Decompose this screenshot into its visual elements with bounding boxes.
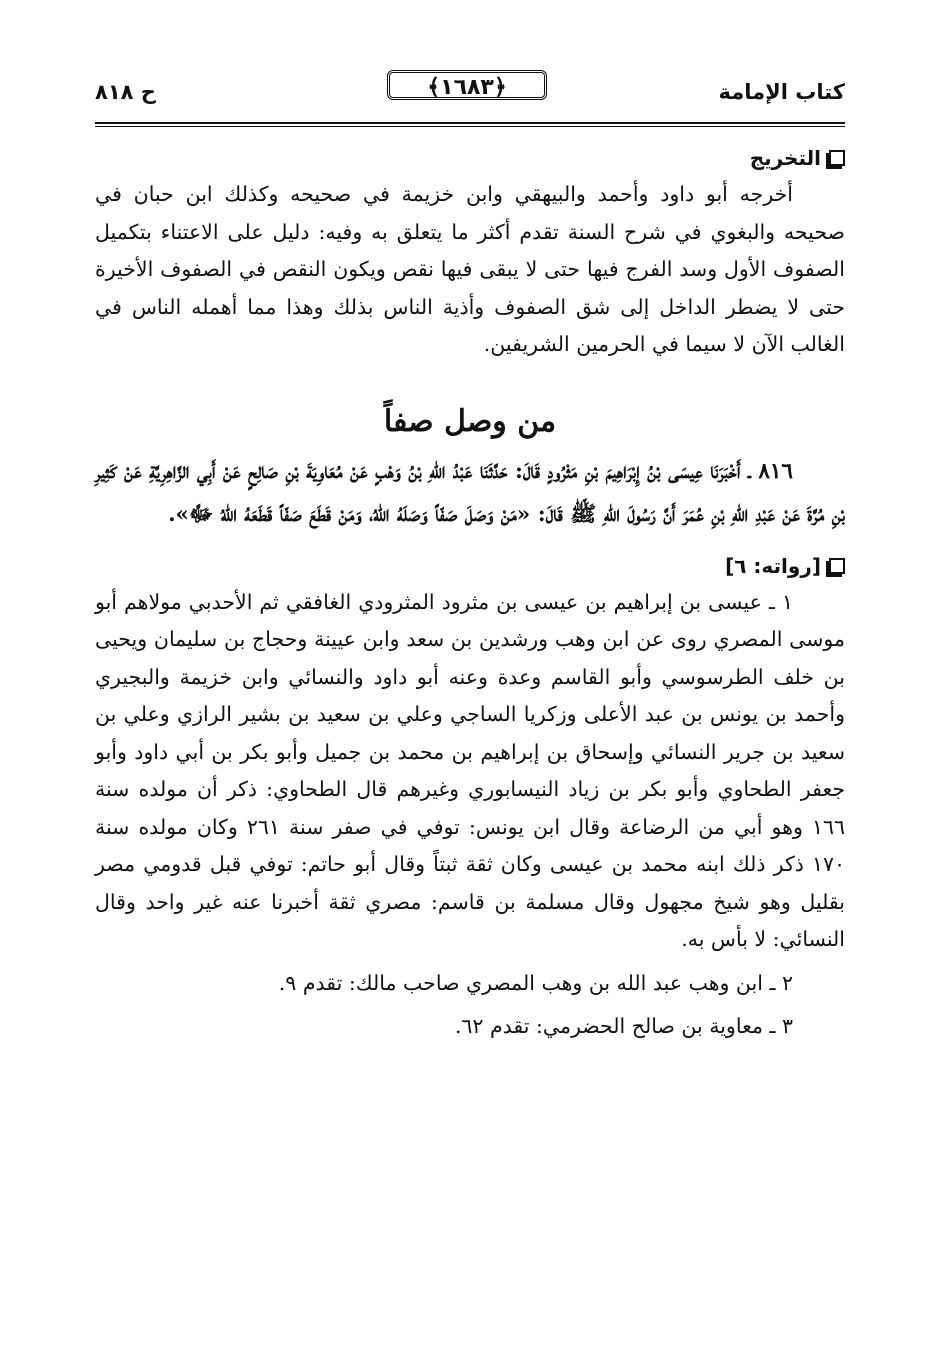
header-divider [95, 122, 845, 127]
square-bullet-icon [829, 558, 845, 574]
rawah-heading [95, 554, 845, 578]
takhrij-text: أخرجه أبو داود وأحمد والبيهقي وابن خزيمة في صحيحه وكذلك ابن حبان في صحيحه والبغوي في شرح السنة تقدم أكثر ما يتعلق به وفيه: دليل على الاعتناء بتكميل الصفوف الأول وسد الفرج فيها حتى لا يبقى فيها نقص ويكون النقص في الصفوف الأخيرة حتى لا يضطر الداخل إلى شق الصفوف وأذية الناس بذلك وهذا مما أهمله الناس في الغالب الآن لا سيما في الحرمين الشريفين. [95, 182, 845, 356]
hadith-range: ح ٨١٨ [95, 80, 156, 104]
chapter-title: من وصل صفاً [383, 403, 557, 439]
takhrij-heading [95, 146, 845, 170]
hadith-number: ٨١٦ ـ [748, 458, 793, 484]
narrator-entry-2: ٢ ـ ابن وهب عبد الله بن وهب المصري صاحب مالك: تقدم ٩. [278, 970, 793, 995]
page-number: ﴿١٦٨٣﴾ [387, 70, 547, 100]
hadith-text: أَخْبَرَنَا عِيسَى بْنُ إِبْرَاهِيمَ بْنِ مَثْرُودٍ قَالَ: حَدَّثَنَا عَبْدُ اللهِ بْنُ وَهْبٍ عَنْ مُعَاوِيَةَ بْنِ صَالِحٍ عَنْ أَبِي الزَّاهِرِيَّةِ عَنْ كَثِيرِ بْنِ مُرَّةَ عَنْ عَبْدِ اللهِ بْنِ عُمَرَ أَنَّ رَسُولَ اللهِ ﷺ قَالَ: «مَنْ وَصَلَ صَفّاً وَصَلَهُ اللهُ، وَمَنْ قَطَعَ صَفّاً قَطَعَهُ اللهُ ﷻ». [95, 458, 845, 527]
square-bullet-icon [829, 150, 845, 166]
narrator-entry-3: ٣ ـ معاوية بن صالح الحضرمي: تقدم ٦٢. [454, 1014, 793, 1038]
book-page [95, 60, 845, 1046]
page-header [95, 60, 845, 106]
takhrij-heading-label: التخريج [749, 146, 821, 170]
book-title: كتاب الإمامة [718, 80, 845, 104]
narrator-entry-1: ١ ـ عيسى بن إبراهيم بن عيسى بن مثرود المثرودي الغافقي ثم الأحدبي مولاهم أبو موسى المصري روى عن ابن وهب ورشدين بن سعد وابن عيينة وحجاج بن سليمان ويحيى بن خلف الطرسوسي وأبو القاسم وعدة وعنه أبو داود والنسائي وابن خزيمة والبجيري وأحمد بن يونس بن عبد الأعلى وزكريا الساجي وعلي بن سعيد بن بشير الرازي وعلي بن سعيد بن جرير النسائي وإسحاق بن إبراهيم بن محمد بن جميل وأبو بكر بن أبي داود وأبو جعفر الطحاوي وأبو بكر بن زياد النيسابوري وغيرهم قال الطحاوي: ذكر أن مولده سنة ١٦٦ وهو أبي من الرضاعة وقال ابن يونس: توفي في صفر سنة ٢٦١ وكان مولده سنة ١٧٠ ذكر ذلك ابنه محمد بن عيسى وكان ثقة ثبتاً وقال أبو حاتم: توفي قبل قدومي مصر بقليل وهو شيخ مجهول وقال مسلمة بن قاسم: مصري ثقة أخبرنا عنه غير واحد وقال النسائي: لا بأس به. [95, 589, 845, 951]
hadith-text-block [95, 450, 845, 536]
rawah-heading-label: [رواته: ٦] [725, 553, 821, 578]
